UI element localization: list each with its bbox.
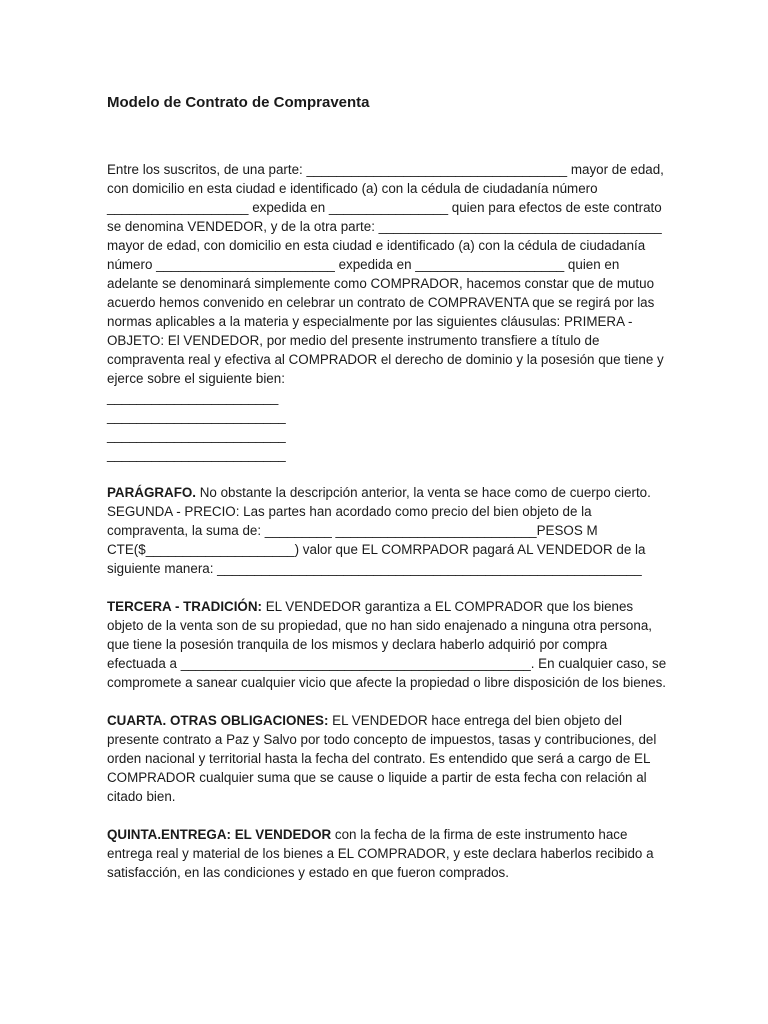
tercera-heading: TERCERA - TRADICIÓN: bbox=[107, 599, 262, 614]
intro-paragraph: Entre los suscritos, de una parte: ___________________________________ mayor de edad, con domicilio en esta ciudad e identificado (a) con la cédula de ciudadanía número ___________________ expedida en ________________ quien para efectos de este contrato se denomina VENDEDOR, y de la otra parte: ______________________________________ mayor de edad, con domicilio en esta ciudad e identificado (a) con la cédula de ciudadanía número ________________________ expedida en ____________________ quien en adelante se denominará simplemente como COMPRADOR, hacemos constar que de mutuo acuerdo hemos convenido en celebrar un contrato de COMPRAVENTA que se regirá por las normas aplicables a la materia y especialmente por las siguientes cláusulas: PRIMERA - OBJETO: El VENDEDOR, por medio del presente instrumento transfiere a título de compraventa real y efectiva al COMPRADOR el derecho de dominio y la posesión que tiene y ejerce sobre el siguiente bien: bbox=[107, 162, 664, 386]
quinta-section bbox=[107, 825, 668, 882]
quinta-heading: QUINTA.ENTREGA: EL VENDEDOR bbox=[107, 827, 332, 842]
blank-line: ________________________ bbox=[107, 428, 286, 443]
blank-line: _______________________ bbox=[107, 390, 279, 405]
paragrafo-section bbox=[107, 483, 668, 578]
cuarta-text: EL VENDEDOR hace entrega del bien objeto del presente contrato a Paz y Salvo por todo concepto de impuestos, tasas y contribuciones, del orden nacional y territorial hasta la fecha del contrato. Es entendido que será a cargo de EL COMPRADOR cualquier suma que se cause o liquide a partir de esta fecha con relación al citado bien. bbox=[107, 713, 657, 804]
paragrafo-text: No obstante la descripción anterior, la venta se hace como de cuerpo cierto. SEGUNDA - PRECIO: Las partes han acordado como precio del bien objeto de la compraventa, la suma de: _________ ___________________________PESOS M CTE($____________________) valor que EL COMRPADOR pagará AL VENDEDOR de la siguiente manera: _________________________________________________________ bbox=[107, 485, 651, 576]
tercera-section bbox=[107, 597, 668, 692]
quinta-text: con la fecha de la firma de este instrumento hace entrega real y material de los bienes a EL COMPRADOR, y este declara haberlos recibido a satisfacción, en las condiciones y estado en que fueron comprados. bbox=[107, 827, 654, 880]
blank-line: ________________________ bbox=[107, 409, 286, 424]
cuarta-heading: CUARTA. OTRAS OBLIGACIONES: bbox=[107, 713, 329, 728]
document-title: Modelo de Contrato de Compraventa bbox=[107, 94, 370, 111]
blank-line: ________________________ bbox=[107, 447, 286, 462]
paragrafo-heading: PARÁGRAFO. bbox=[107, 485, 197, 500]
tercera-text: EL VENDEDOR garantiza a EL COMPRADOR que los bienes objeto de la venta son de su propiedad, que no han sido enajenado a ninguna otra persona, que tiene la posesión tranquila de los mismos y declara haberlo adquirió por compra efectuada a _______________________________________________. En cualquier caso, se compromete a sanear cualquier vicio que afecte la propiedad o libre disposición de los bienes. bbox=[107, 599, 667, 690]
blank-lines bbox=[107, 388, 668, 464]
cuarta-section bbox=[107, 711, 668, 806]
